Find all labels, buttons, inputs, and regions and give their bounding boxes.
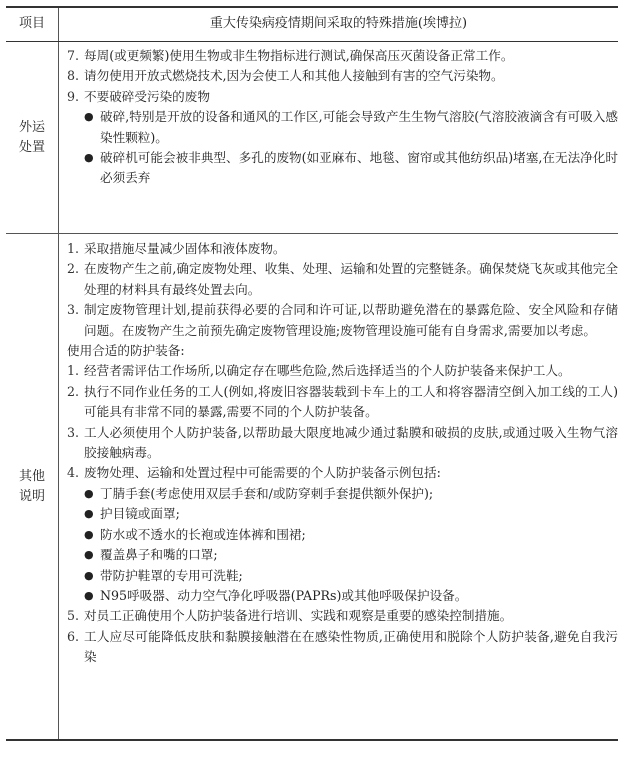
- item-text: 不要破碎受污染的废物: [84, 88, 210, 104]
- bullet-item: [67, 148, 618, 189]
- bullet-icon: ●: [84, 588, 94, 602]
- bullet-item: [67, 504, 618, 524]
- bullet-icon: ●: [84, 110, 94, 124]
- ppe-subheading: 使用合适的防护装备:: [67, 343, 185, 359]
- item-text: 废物处理、运输和处置过程中可能需要的个人防护装备示例包括:: [84, 465, 441, 481]
- bullet-item: [67, 525, 618, 545]
- header-measures-column: 重大传染病疫情期间采取的特殊措施(埃博拉): [59, 7, 619, 42]
- row-content-notes: [59, 234, 619, 741]
- bullet-icon: ●: [84, 527, 94, 541]
- list-item: [67, 463, 618, 483]
- item-text: 在废物产生之前,确定废物处理、收集、处理、运输和处置的完整链条。确保焚烧飞灰或其他完全处理的材料具有最终处置去向。: [84, 261, 618, 297]
- item-number: 1.: [67, 363, 80, 379]
- bullet-icon: ●: [84, 486, 94, 500]
- item-text: 经营者需评估工作场所,以确定存在哪些危险,然后选择适当的个人防护装备来保护工人。: [84, 363, 571, 379]
- list-item: [67, 361, 618, 381]
- item-number: 2.: [67, 261, 80, 277]
- table-header-row: [6, 7, 618, 42]
- list-item: [67, 627, 618, 668]
- bullet-text: N95呼吸器、动力空气净化呼吸器(PAPRs)或其他呼吸保护设备。: [100, 587, 468, 603]
- list-item: [67, 606, 618, 626]
- bullet-text: 带防护鞋罩的专用可洗鞋;: [100, 567, 243, 583]
- row-label-line: 说明: [18, 488, 45, 504]
- bullet-item: [67, 586, 618, 606]
- bullet-icon: ●: [84, 548, 94, 562]
- bullet-text: 破碎机可能会被非典型、多孔的废物(如亚麻布、地毯、窗帘或其他纺织品)堵塞,在无法净化时必须丢弃: [100, 150, 618, 186]
- bullet-text: 破碎,特别是开放的设备和通风的工作区,可能会导致产生生物气溶胶(气溶胶液滴含有可吸入感染性颗粒)。: [100, 109, 618, 145]
- item-number: 5.: [67, 608, 80, 624]
- list-item: [67, 259, 618, 300]
- item-text: 工人应尽可能降低皮肤和黏膜接触潜在在感染性物质,正确使用和脱除个人防护装备,避免自我污染: [84, 628, 618, 665]
- item-text: 请勿使用开放式燃烧技术,因为会使工人和其他人接触到有害的空气污染物。: [84, 68, 504, 84]
- list-item: [67, 87, 618, 107]
- bullet-icon: ●: [84, 151, 94, 165]
- item-number: 7.: [67, 48, 80, 63]
- list-item: [67, 46, 618, 66]
- row-label-transport: [6, 42, 59, 234]
- list-item: [67, 239, 618, 259]
- item-number: 1.: [67, 241, 80, 256]
- header-item-column: 项目: [6, 7, 59, 42]
- bullet-text: 覆盖鼻子和嘴的口罩;: [100, 547, 218, 563]
- bullet-icon: ●: [84, 568, 94, 582]
- item-text: 工人必须使用个人防护装备,以帮助最大限度地减少通过黏膜和破损的皮肤,或通过吸入生物气溶胶接触病毒。: [84, 424, 618, 461]
- list-item: [67, 423, 618, 464]
- item-number: 4.: [67, 465, 80, 481]
- list-item: [67, 300, 618, 341]
- row-label-notes: [6, 234, 59, 741]
- item-text: 对员工正确使用个人防护装备进行培训、实践和观察是重要的感染控制措施。: [84, 608, 513, 624]
- item-text: 采取措施尽量减少固体和液体废物。: [84, 241, 286, 256]
- list-item: [67, 382, 618, 423]
- list-item: [67, 66, 618, 86]
- item-number: 2.: [67, 383, 80, 399]
- bullet-text: 丁腈手套(考虑使用双层手套和/或防穿刺手套提供额外保护);: [100, 485, 434, 501]
- item-number: 3.: [67, 424, 80, 440]
- item-number: 3.: [67, 302, 80, 318]
- item-number: 9.: [67, 88, 80, 104]
- item-number: 6.: [67, 628, 80, 644]
- row-label-line: 其他: [18, 468, 45, 484]
- bullet-text: 护目镜或面罩;: [100, 506, 180, 522]
- row-label-line: 外运: [18, 119, 45, 135]
- table-row-notes: [6, 234, 618, 741]
- row-label-line: 处置: [18, 139, 45, 155]
- measures-table: [6, 6, 618, 741]
- bullet-icon: ●: [84, 507, 94, 521]
- item-number: 8.: [67, 68, 80, 84]
- item-text: 每周(或更频繁)使用生物或非生物指标进行测试,确保高压灭菌设备正常工作。: [84, 48, 514, 63]
- item-text: 执行不同作业任务的工人(例如,将废旧容器装载到卡车上的工人和将容器清空倒入加工线的工人)可能具有非常不同的暴露,需要不同的个人防护装备。: [84, 383, 618, 420]
- bullet-item: [67, 484, 618, 504]
- row-content-transport: [59, 42, 619, 234]
- item-text: 制定废物管理计划,提前获得必要的合同和许可证,以帮助避免潜在的暴露危险、安全风险和存储问题。在废物产生之前预先确定废物管理设施;废物管理设施可能有自身需求,需要加以考虑。: [84, 302, 618, 338]
- bullet-item: [67, 566, 618, 586]
- bullet-text: 防水或不透水的长袍或连体裤和围裙;: [100, 526, 306, 542]
- table-row-transport: [6, 42, 618, 234]
- bullet-item: [67, 107, 618, 148]
- bullet-item: [67, 545, 618, 565]
